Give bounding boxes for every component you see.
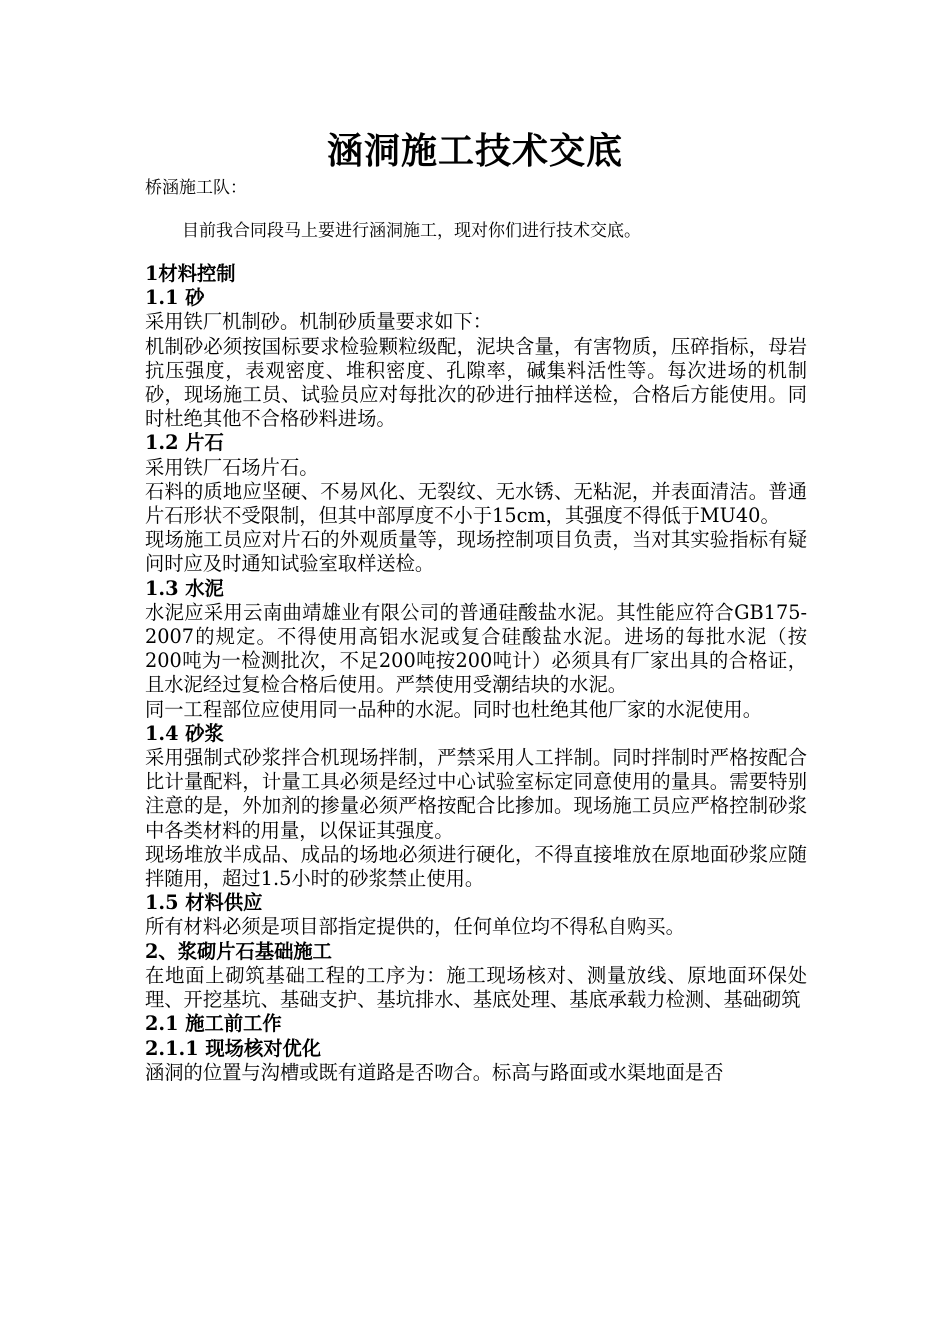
body-paragraph: 现场施工员应对片石的外观质量等，现场控制项目负责，当对其实验指标有疑问时应及时通知试验室取样送检。 — [145, 528, 807, 576]
body-paragraph: 机制砂必须按国标要求检验颗粒级配，泥块含量，有害物质，压碎指标，母岩抗压强度，表观密度、堆积密度、孔隙率，碱集料活性等。每次进场的机制砂，现场施工员、试验员应对每批次的砂进行抽样送检，合格后方能使用。同时杜绝其他不合格砂料进场。 — [145, 334, 807, 431]
subsubsection-heading: 2.1.1 现场核对优化 — [145, 1036, 322, 1060]
subsection-heading: 1.1 砂 — [145, 286, 205, 310]
intro-paragraph: 目前我合同段马上要进行涵洞施工，现对你们进行技术交底。 — [182, 221, 641, 241]
body-paragraph: 采用铁厂机制砂。机制砂质量要求如下： — [145, 310, 493, 334]
body-paragraph: 采用强制式砂浆拌合机现场拌制，严禁采用人工拌制。同时拌制时严格按配合比计量配料，计量工具必须是经过中心试验室标定同意使用的量具。需要特别注意的是，外加剂的掺量必须严格按配合比掺加。现场施工员应严格控制砂浆中各类材料的用量，以保证其强度。 — [145, 746, 807, 842]
body-paragraph: 在地面上砌筑基础工程的工序为：施工现场核对、测量放线、原地面环保处理、开挖基坑、基础支护、基坑排水、基底处理、基底承载力检测、基础砌筑 — [145, 963, 807, 1012]
section-heading: 2、浆砌片石基础施工 — [145, 939, 332, 963]
subsection-heading: 1.4 砂浆 — [145, 721, 224, 745]
body-paragraph: 同一工程部位应使用同一品种的水泥。同时也杜绝其他厂家的水泥使用。 — [145, 697, 762, 721]
body-paragraph: 现场堆放半成品、成品的场地必须进行硬化，不得直接堆放在原地面砂浆应随拌随用，超过1.5小时的砂浆禁止使用。 — [145, 842, 807, 891]
body-paragraph: 石料的质地应坚硬、不易风化、无裂纹、无水锈、无粘泥，并表面清洁。普通片石形状不受限制，但其中部厚度不小于15cm，其强度不得低于MU40。 — [145, 479, 807, 528]
recipient-line: 桥涵施工队： — [145, 178, 247, 198]
subsection-heading: 1.2 片石 — [145, 431, 224, 455]
document-body — [145, 262, 807, 1085]
subsection-heading: 1.5 材料供应 — [145, 891, 263, 915]
body-paragraph: 涵洞的位置与沟槽或既有道路是否吻合。标高与路面或水渠地面是否 — [145, 1060, 724, 1084]
subsection-heading: 2.1 施工前工作 — [145, 1012, 282, 1036]
body-paragraph: 水泥应采用云南曲靖雄业有限公司的普通硅酸盐水泥。其性能应符合GB175-2007的规定。不得使用高铝水泥或复合硅酸盐水泥。进场的每批水泥（按200吨为一检测批次，不足200吨按200吨计）必须具有厂家出具的合格证，且水泥经过复检合格后使用。严禁使用受潮结块的水泥。 — [145, 600, 807, 697]
section-heading: 1材料控制 — [145, 262, 236, 285]
subsection-heading: 1.3 水泥 — [145, 576, 224, 600]
body-paragraph: 采用铁厂石场片石。 — [145, 455, 319, 479]
body-paragraph: 所有材料必须是项目部指定提供的，任何单位均不得私自购买。 — [145, 915, 685, 939]
document-title: 涵洞施工技术交底 — [326, 130, 623, 172]
